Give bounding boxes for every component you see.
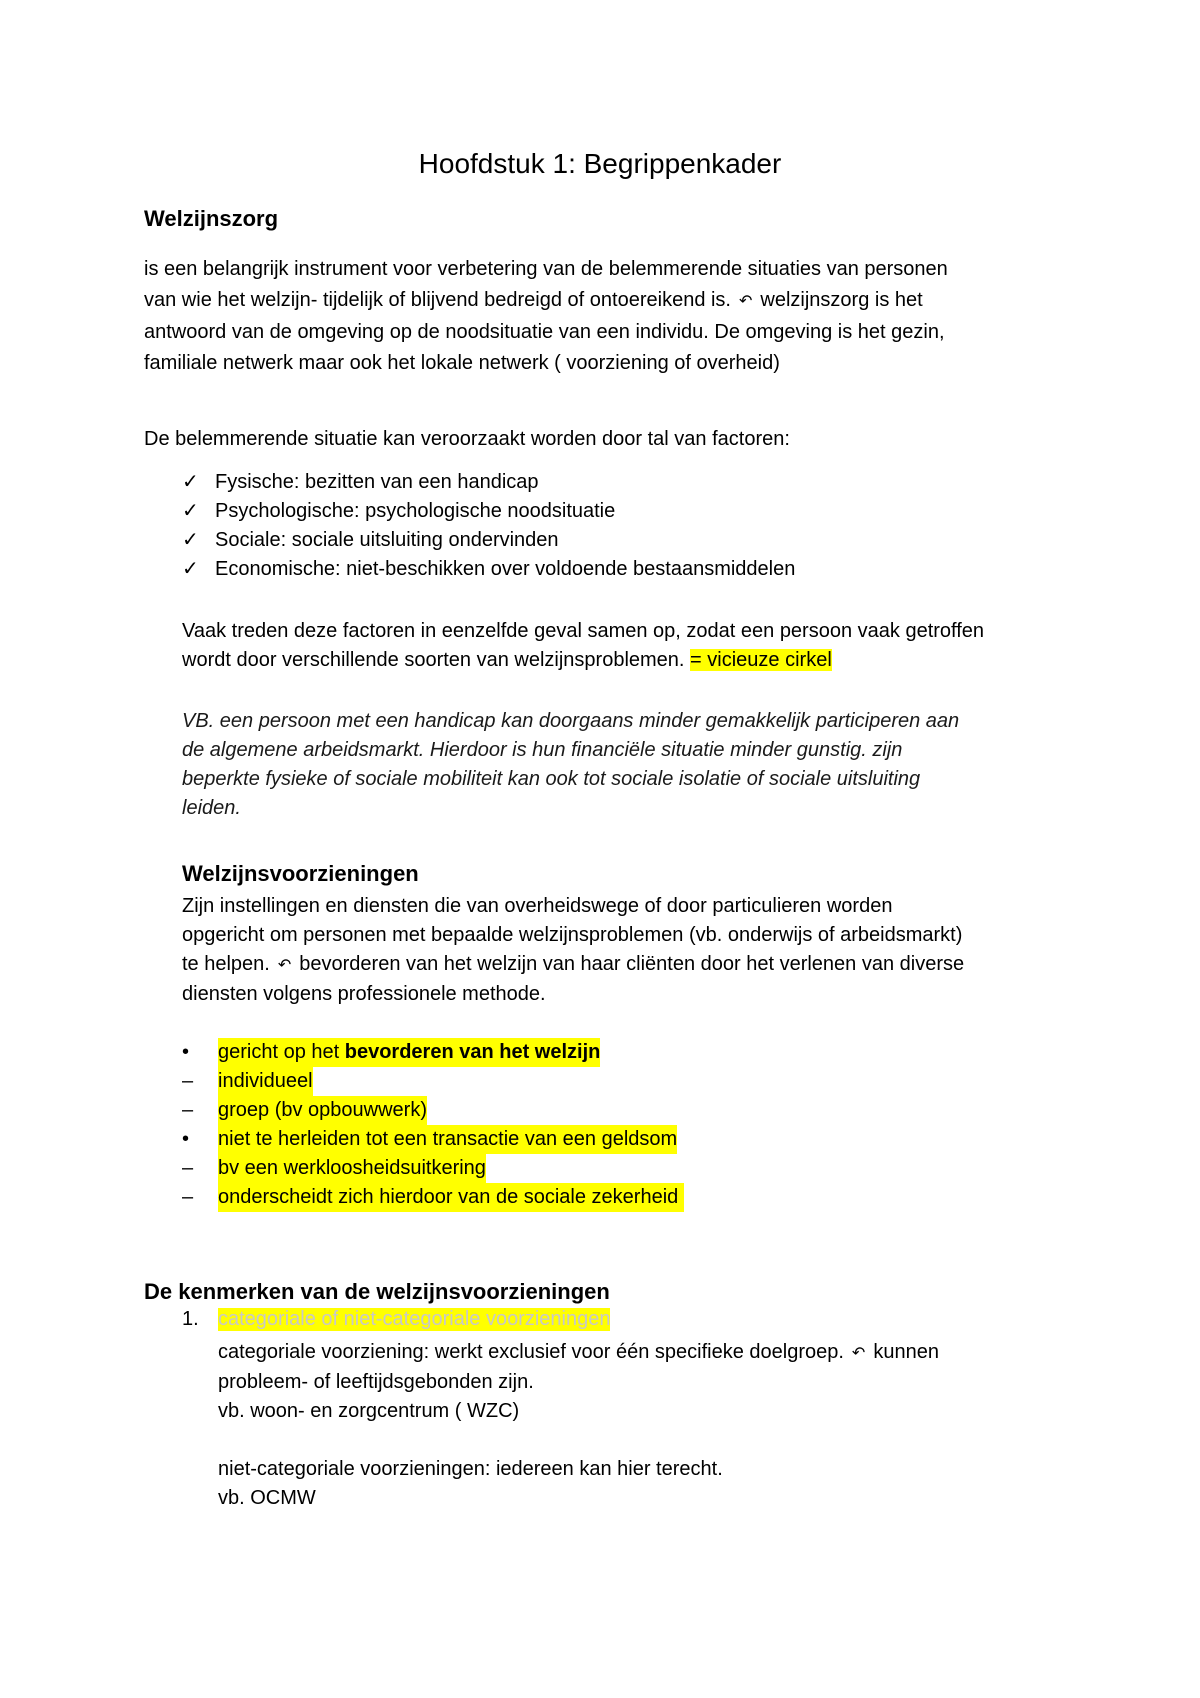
- paragraph-line: [144, 285, 948, 317]
- paragraph-line: antwoord van de omgeving op de noodsituatie van een individu. De omgeving is het gezin,: [144, 321, 945, 343]
- paragraph-text: welzijnszorg is het: [760, 289, 923, 311]
- list-item-text: Fysische: bezitten van een handicap: [215, 471, 539, 493]
- factors-checklist: [182, 468, 795, 584]
- check-mark-icon: ✓: [182, 500, 199, 522]
- voorzieningen-bullets: [182, 1038, 684, 1212]
- paragraph-text: te helpen.: [182, 953, 270, 975]
- list-item: [182, 1154, 684, 1183]
- paragraph-line: opgericht om personen met bepaalde welzijnsproblemen (vb. onderwijs of arbeidsmarkt): [182, 924, 963, 946]
- check-mark-icon: ✓: [182, 558, 199, 580]
- check-mark-icon: ✓: [182, 471, 199, 493]
- list-item: [182, 468, 795, 497]
- paragraph-line: VB. een persoon met een handicap kan doorgaans minder gemakkelijk participeren aan: [182, 710, 960, 732]
- voorzieningen-paragraph: [182, 892, 964, 1009]
- paragraph-text: kunnen: [873, 1341, 939, 1363]
- paragraph-line: de algemene arbeidsmarkt. Hierdoor is hun financiële situatie minder gunstig. zijn: [182, 739, 903, 761]
- list-item-text: Sociale: sociale uitsluiting ondervinden: [215, 529, 559, 551]
- list-item: [182, 1038, 684, 1067]
- paragraph-line: [182, 646, 984, 675]
- list-item: [182, 1067, 684, 1096]
- list-item: [182, 497, 795, 526]
- numbered-item: [182, 1308, 610, 1331]
- welzijnszorg-paragraph: [144, 254, 948, 379]
- paragraph-line: vb. OCMW: [218, 1487, 316, 1509]
- factors-intro: De belemmerende situatie kan veroorzaakt worden door tal van factoren:: [144, 428, 790, 450]
- list-item: [182, 555, 795, 584]
- list-item: [182, 1096, 684, 1125]
- list-item-text: bv een werkloosheidsuitkering: [218, 1154, 486, 1183]
- item-number: 1.: [182, 1308, 199, 1330]
- paragraph-text: wordt door verschillende soorten van welzijnsproblemen.: [182, 649, 685, 671]
- paragraph-line: beperkte fysieke of sociale mobiliteit kan ook tot sociale isolatie of sociale uitsluiting: [182, 768, 921, 790]
- highlight-vicieuze-cirkel: = vicieuze cirkel: [690, 649, 832, 671]
- heading-welzijnsvoorzieningen: Welzijnsvoorzieningen: [182, 861, 419, 886]
- heading-kenmerken: De kenmerken van de welzijnsvoorzieningen: [144, 1279, 610, 1304]
- arrow-icon: ↶: [739, 293, 753, 310]
- check-mark-icon: ✓: [182, 529, 199, 551]
- bullet-mark: –: [182, 1070, 194, 1092]
- paragraph-text: categoriale voorziening: werkt exclusief voor één specifieke doelgroep.: [218, 1341, 844, 1363]
- bullet-mark: –: [182, 1186, 194, 1208]
- list-item-text: Psychologische: psychologische noodsituatie: [215, 500, 616, 522]
- paragraph-line: familiale netwerk maar ook het lokale netwerk ( voorziening of overheid): [144, 352, 780, 374]
- bullet-mark: •: [182, 1128, 190, 1150]
- paragraph-line: diensten volgens professionele methode.: [182, 983, 546, 1005]
- arrow-icon: ↶: [851, 1345, 866, 1362]
- paragraph-line: niet-categoriale voorzieningen: iedereen kan hier terecht.: [218, 1458, 723, 1480]
- paragraph-line: leiden.: [182, 797, 241, 819]
- bullet-mark: –: [182, 1157, 194, 1179]
- list-item: [182, 1125, 684, 1154]
- heading-welzijnszorg: Welzijnszorg: [144, 206, 279, 231]
- spacer: [218, 1426, 939, 1455]
- bullet-mark: –: [182, 1099, 194, 1121]
- list-item-text: niet te herleiden tot een transactie van een geldsom: [218, 1125, 677, 1154]
- paragraph-line: probleem- of leeftijdsgebonden zijn.: [218, 1371, 534, 1393]
- paragraph-line: Zijn instellingen en diensten die van overheidswege of door particulieren worden: [182, 895, 893, 917]
- list-item-text: [218, 1038, 600, 1067]
- paragraph-line: [182, 950, 964, 980]
- item-label: categoriale of niet-categoriale voorzieningen: [218, 1308, 611, 1330]
- vicious-circle-paragraph: [182, 617, 984, 675]
- paragraph-line: is een belangrijk instrument voor verbetering van de belemmerende situaties van personen: [144, 258, 948, 280]
- kenmerken-details: [218, 1338, 939, 1513]
- list-item-bold-part: bevorderen van het welzijn: [344, 1041, 601, 1063]
- list-item-text: individueel: [218, 1067, 313, 1096]
- list-item-text: onderscheidt zich hierdoor van de sociale zekerheid: [218, 1183, 684, 1212]
- list-item: [182, 1183, 684, 1212]
- paragraph-text: van wie het welzijn- tijdelijk of blijvend bedreigd of ontoereikend is.: [144, 289, 731, 311]
- list-item-text: groep (bv opbouwwerk): [218, 1096, 427, 1125]
- paragraph-line: vb. woon- en zorgcentrum ( WZC): [218, 1400, 520, 1422]
- example-paragraph: [182, 707, 959, 823]
- paragraph-text: bevorderen van het welzijn van haar cliënten door het verlenen van diverse: [299, 953, 965, 975]
- paragraph-line: [218, 1338, 939, 1368]
- arrow-icon: ↶: [277, 957, 292, 974]
- page-title: Hoofdstuk 1: Begrippenkader: [418, 148, 782, 179]
- list-item-text-part: gericht op het: [218, 1041, 345, 1063]
- bullet-mark: •: [182, 1041, 190, 1063]
- list-item-text: Economische: niet-beschikken over voldoende bestaansmiddelen: [215, 558, 796, 580]
- list-item: [182, 526, 795, 555]
- paragraph-line: Vaak treden deze factoren in eenzelfde geval samen op, zodat een persoon vaak getroffen: [182, 620, 985, 642]
